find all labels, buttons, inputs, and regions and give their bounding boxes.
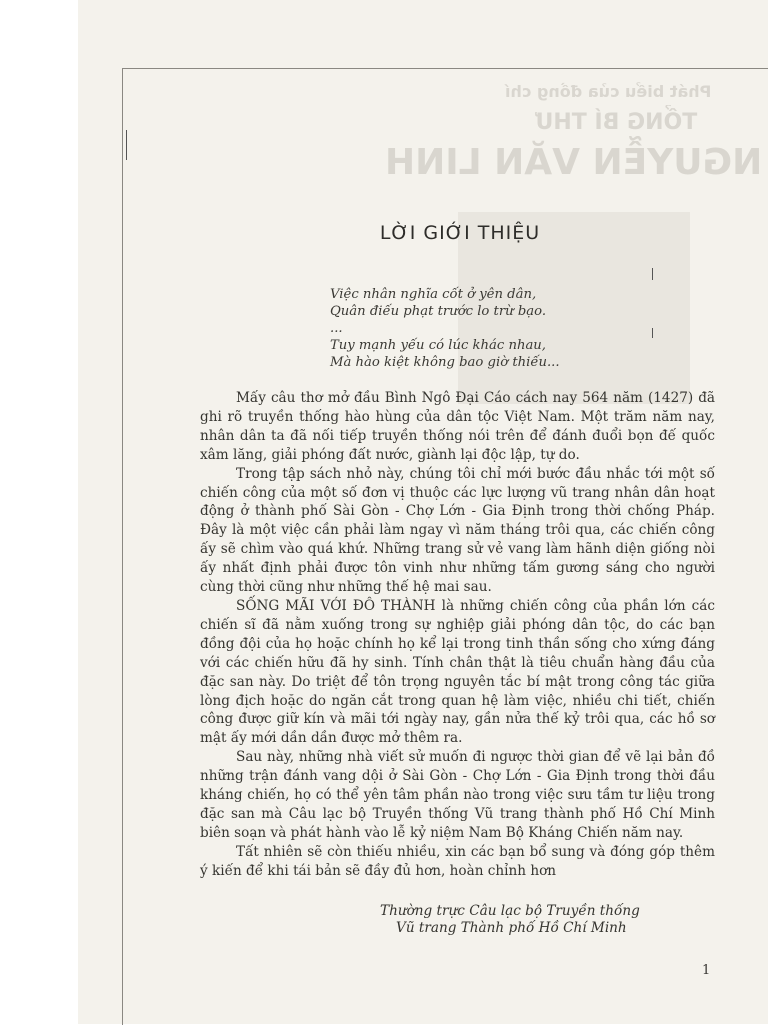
scan-background	[0, 0, 78, 1024]
poem-line: Tuy mạnh yếu có lúc khác nhau,	[330, 338, 546, 353]
signature-line: Thường trực Câu lạc bộ Truyền thống	[380, 903, 640, 919]
poem-line: Quân điếu phạt trước lo trừ bạo.	[330, 304, 547, 319]
bleed-through-line2: TỔNG BÍ THƯ	[535, 110, 698, 135]
signature-block	[380, 903, 720, 937]
scan-mark	[652, 328, 653, 338]
page-number: 1	[702, 963, 711, 978]
introduction-body	[200, 389, 715, 881]
signature-line: Vũ trang Thành phố Hồ Chí Minh	[396, 920, 627, 936]
bleed-through-line3: NGUYỄN VĂN LINH	[385, 142, 763, 183]
poem-line: Mà hào kiệt không bao giờ thiếu...	[330, 355, 560, 370]
paragraph: Mấy câu thơ mở đầu Bình Ngô Đại Cáo cách nay 564 năm (1427) đã ghi rõ truyền thống hào hùng của dân tộc Việt Nam. Một trăm năm nay, nhân dân ta đã nối tiếp truyền thống nói trên để đánh đuổi bọn đế quốc xâm lăng, giải phóng đất nước, giành lại độc lập, tự do.	[200, 390, 715, 463]
scan-mark	[126, 130, 127, 160]
paragraph: Tất nhiên sẽ còn thiếu nhiều, xin các bạn bổ sung và đóng góp thêm ý kiến để khi tái bản sẽ đầy đủ hơn, hoàn chỉnh hơn	[200, 843, 715, 879]
poem-line: Việc nhân nghĩa cốt ở yên dân,	[330, 287, 537, 302]
page-title: LỜI GIỚI THIỆU	[379, 222, 541, 244]
bleed-through-line1: Phát biểu của đồng chí	[505, 82, 712, 101]
epigraph-poem	[330, 286, 630, 371]
paragraph: SỐNG MÃI VỚI ĐÔ THÀNH là những chiến công của phần lớn các chiến sĩ đã nằm xuống trong sự nghiệp giải phóng dân tộc, do các bạn đồng đội của họ hoặc chính họ kể lại trong tinh thần sống cho xứng đáng với các chiến hữu đã hy sinh. Tính chân thật là tiêu chuẩn hàng đầu của đặc san này. Do triệt để tôn trọng nguyên tắc bí mật trong công tác giữa lòng địch hoặc do ngăn cắt trong quan hệ làm việc, nhiều chi tiết, chiến công được giữ kín và mãi tới ngày nay, gần nửa thế kỷ trôi qua, các hồ sơ mật ấy mới dần dần được mở thêm ra.	[200, 597, 715, 747]
paragraph: Sau này, những nhà viết sử muốn đi ngược thời gian để vẽ lại bản đồ những trận đánh vang dội ở Sài Gòn - Chợ Lớn - Gia Định trong thời đầu kháng chiến, họ có thể yên tâm phần nào trong việc sưu tầm tư liệu trong đặc san mà Câu lạc bộ Truyền thống Vũ trang thành phố Hồ Chí Minh biên soạn và phát hành vào lễ kỷ niệm Nam Bộ Kháng Chiến năm nay.	[200, 749, 715, 841]
paragraph: Trong tập sách nhỏ này, chúng tôi chỉ mới bước đầu nhắc tới một số chiến công của một số đơn vị thuộc các lực lượng vũ trang nhân dân hoạt động ở thành phố Sài Gòn - Chợ Lớn - Gia Định trong thời chống Pháp. Đây là một việc cần phải làm ngay vì năm tháng trôi qua, các chiến công ấy sẽ chìm vào quá khứ. Những trang sử vẻ vang làm hãnh diện giống nòi ấy nhất định phải được tôn vinh như những tấm gương sáng cho người cùng thời cũng như những thế hệ mai sau.	[200, 465, 715, 596]
poem-ellipsis: ...	[330, 321, 343, 336]
scan-mark	[652, 268, 653, 280]
